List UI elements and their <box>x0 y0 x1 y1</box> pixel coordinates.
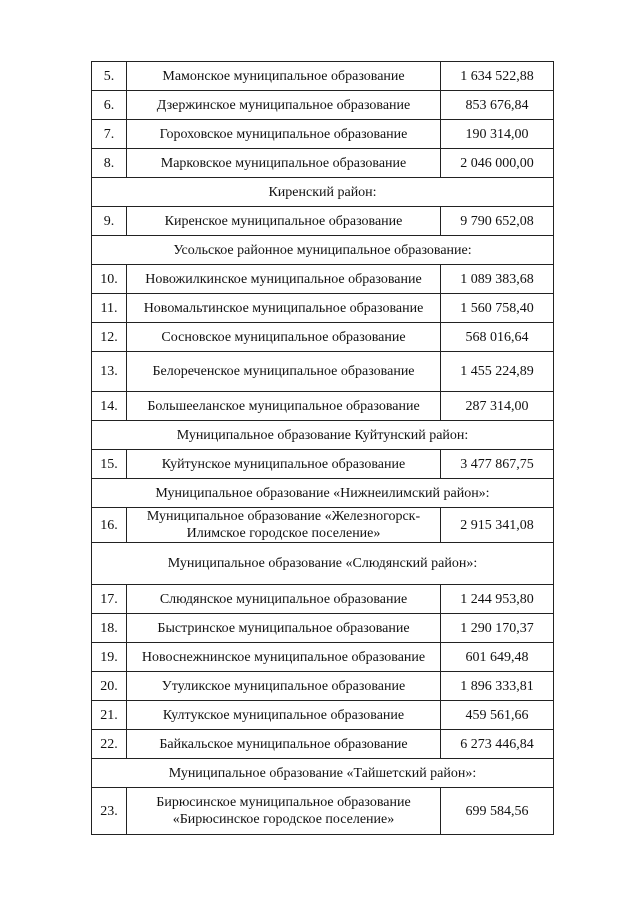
amount-value: 568 016,64 <box>441 323 554 352</box>
row-number: 20. <box>92 672 127 701</box>
row-number: 15. <box>92 450 127 479</box>
table-row <box>92 585 554 614</box>
municipality-name: Слюдянское муниципальное образование <box>127 585 441 614</box>
row-number: 9. <box>92 207 127 236</box>
table-row <box>92 730 554 759</box>
amount-value: 1 089 383,68 <box>441 265 554 294</box>
row-number: 6. <box>92 91 127 120</box>
municipality-name: Гороховское муниципальное образование <box>127 120 441 149</box>
amount-value: 459 561,66 <box>441 701 554 730</box>
table-row <box>92 352 554 392</box>
row-number: 5. <box>92 62 127 91</box>
table-row <box>92 91 554 120</box>
table-row <box>92 643 554 672</box>
table-row <box>92 788 554 835</box>
table-row <box>92 294 554 323</box>
amount-value: 699 584,56 <box>441 788 554 835</box>
table-row <box>92 207 554 236</box>
row-number: 21. <box>92 701 127 730</box>
municipality-name: Новожилкинское муниципальное образование <box>127 265 441 294</box>
amount-value: 2 046 000,00 <box>441 149 554 178</box>
amount-value: 1 244 953,80 <box>441 585 554 614</box>
amount-value: 1 896 333,81 <box>441 672 554 701</box>
municipality-name: Утуликское муниципальное образование <box>127 672 441 701</box>
municipality-name: Куйтунское муниципальное образование <box>127 450 441 479</box>
table-row <box>92 701 554 730</box>
table-row <box>92 450 554 479</box>
amount-value: 3 477 867,75 <box>441 450 554 479</box>
amount-value: 601 649,48 <box>441 643 554 672</box>
amount-value: 1 634 522,88 <box>441 62 554 91</box>
section-row <box>92 421 554 450</box>
row-number: 11. <box>92 294 127 323</box>
table-row <box>92 392 554 421</box>
row-number: 7. <box>92 120 127 149</box>
row-number: 10. <box>92 265 127 294</box>
municipality-name: Култукское муниципальное образование <box>127 701 441 730</box>
municipality-name: Марковское муниципальное образование <box>127 149 441 178</box>
municipality-name: Мамонское муниципальное образование <box>127 62 441 91</box>
section-row <box>92 479 554 508</box>
table-row <box>92 149 554 178</box>
municipality-name: Байкальское муниципальное образование <box>127 730 441 759</box>
table-row <box>92 614 554 643</box>
amount-value: 1 290 170,37 <box>441 614 554 643</box>
table-row <box>92 265 554 294</box>
table-body <box>92 62 554 835</box>
table-row <box>92 120 554 149</box>
amount-value: 6 273 446,84 <box>441 730 554 759</box>
municipality-name: Белореченское муниципальное образование <box>127 352 441 392</box>
table-row <box>92 672 554 701</box>
section-row <box>92 178 554 207</box>
amount-value: 1 455 224,89 <box>441 352 554 392</box>
amount-value: 2 915 341,08 <box>441 508 554 543</box>
municipality-name: Дзержинское муниципальное образование <box>127 91 441 120</box>
section-title: Муниципальное образование Куйтунский район: <box>92 421 554 450</box>
table-row <box>92 508 554 543</box>
row-number: 14. <box>92 392 127 421</box>
table-row <box>92 62 554 91</box>
row-number: 23. <box>92 788 127 835</box>
section-title: Муниципальное образование «Слюдянский район»: <box>92 543 554 585</box>
row-number: 12. <box>92 323 127 352</box>
amount-value: 1 560 758,40 <box>441 294 554 323</box>
section-title: Муниципальное образование «Нижнеилимский район»: <box>92 479 554 508</box>
row-number: 22. <box>92 730 127 759</box>
municipality-name: Новомальтинское муниципальное образование <box>127 294 441 323</box>
section-title: Киренский район: <box>92 178 554 207</box>
row-number: 18. <box>92 614 127 643</box>
amount-value: 853 676,84 <box>441 91 554 120</box>
section-title: Муниципальное образование «Тайшетский район»: <box>92 759 554 788</box>
section-row <box>92 543 554 585</box>
municipality-name: Киренское муниципальное образование <box>127 207 441 236</box>
table-row <box>92 323 554 352</box>
section-row <box>92 236 554 265</box>
municipality-name: Новоснежнинское муниципальное образование <box>127 643 441 672</box>
amount-value: 287 314,00 <box>441 392 554 421</box>
row-number: 19. <box>92 643 127 672</box>
row-number: 16. <box>92 508 127 543</box>
row-number: 13. <box>92 352 127 392</box>
municipality-name: Быстринское муниципальное образование <box>127 614 441 643</box>
row-number: 17. <box>92 585 127 614</box>
municipality-name: Сосновское муниципальное образование <box>127 323 441 352</box>
section-title: Усольское районное муниципальное образование: <box>92 236 554 265</box>
municipality-name: Большееланское муниципальное образование <box>127 392 441 421</box>
distribution-table <box>91 61 554 835</box>
municipality-name: Муниципальное образование «Железногорск-Илимское городское поселение» <box>127 508 441 543</box>
amount-value: 190 314,00 <box>441 120 554 149</box>
row-number: 8. <box>92 149 127 178</box>
amount-value: 9 790 652,08 <box>441 207 554 236</box>
section-row <box>92 759 554 788</box>
municipality-name: Бирюсинское муниципальное образование «Бирюсинское городское поселение» <box>127 788 441 835</box>
